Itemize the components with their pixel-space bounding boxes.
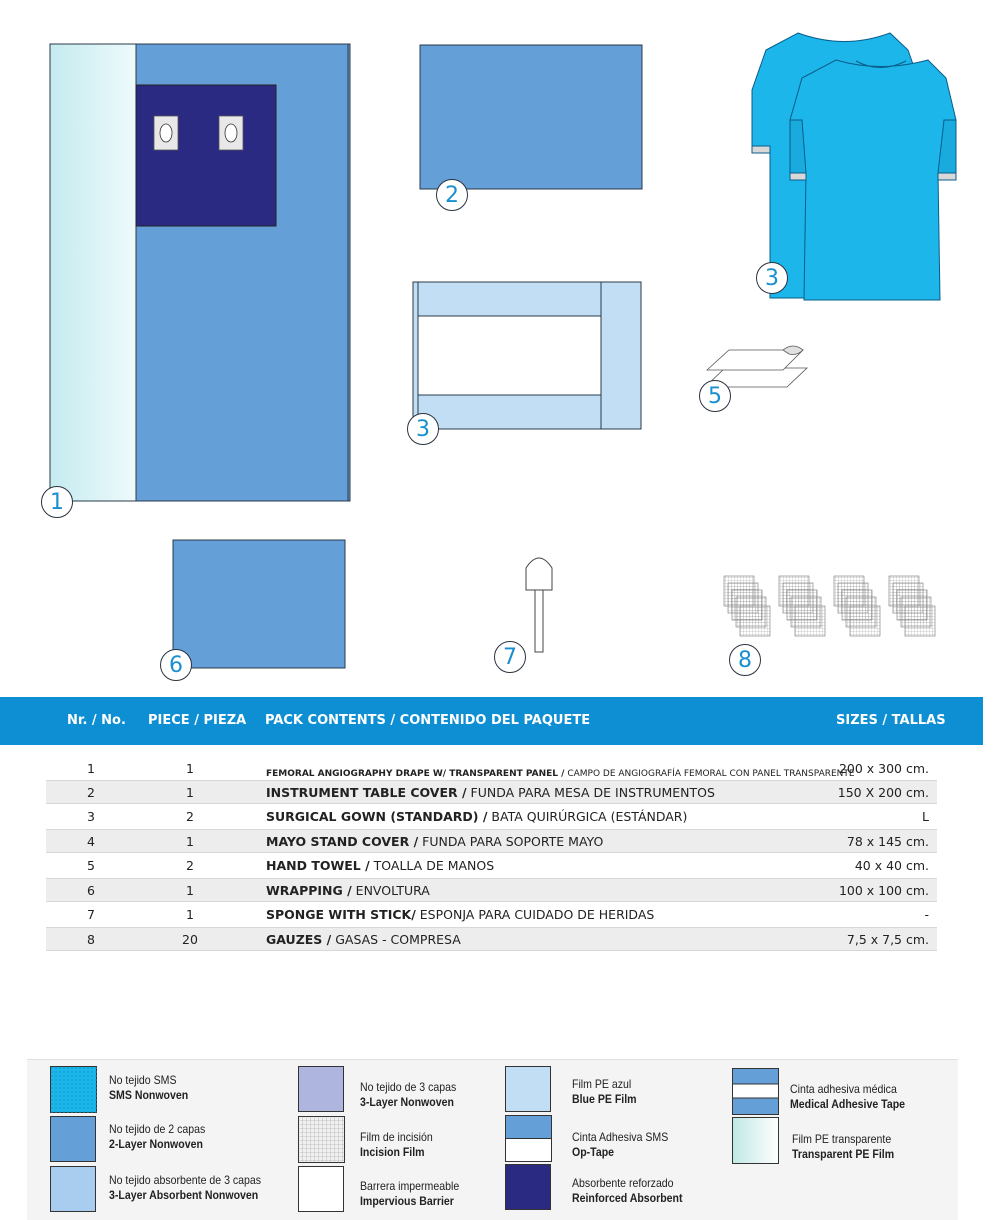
legend-label-es: No tejido SMS <box>109 1073 177 1087</box>
row-size: 40 x 40 cm. <box>854 858 929 873</box>
row-desc-en: SPONGE WITH STICK/ <box>266 907 416 922</box>
row-desc <box>266 932 461 947</box>
row-desc <box>266 907 654 922</box>
legend-label <box>360 1130 433 1160</box>
table-row <box>46 927 937 951</box>
row-desc-es: ESPONJA PARA CUIDADO DE HERIDAS <box>415 907 655 922</box>
row-no: 8 <box>87 932 95 947</box>
item-badge-5: 5 <box>699 380 731 412</box>
table-row <box>46 757 937 779</box>
legend-label <box>109 1122 205 1152</box>
row-desc-en: GAUZES / <box>266 932 332 947</box>
legend-label-en: 3-Layer Absorbent Nonwoven <box>109 1188 259 1202</box>
legend-swatch-absorbent <box>50 1166 96 1212</box>
header-contents: PACK CONTENTS / CONTENIDO DEL PAQUETE <box>265 713 591 728</box>
row-size: 200 x 300 cm. <box>838 761 929 776</box>
legend-label-es: Film PE azul <box>572 1077 632 1091</box>
row-desc <box>266 809 687 824</box>
legend-label <box>360 1179 459 1209</box>
legend-label-en: Op-Tape <box>572 1145 615 1159</box>
legend-label-en: 3-Layer Nonwoven <box>360 1095 454 1109</box>
row-piece: 1 <box>186 883 194 898</box>
row-size: 7,5 x 7,5 cm. <box>846 932 929 947</box>
legend-label-es: Cinta Adhesiva SMS <box>572 1130 669 1144</box>
row-desc <box>266 883 430 898</box>
item-badge-2: 2 <box>436 179 468 211</box>
row-desc-en: HAND TOWEL / <box>266 858 370 873</box>
table-row <box>46 878 937 902</box>
legend-label-es: Absorbente reforzado <box>572 1176 674 1190</box>
legend-swatch-2layer <box>50 1116 96 1162</box>
row-no: 3 <box>87 809 95 824</box>
legend-label <box>790 1082 905 1112</box>
row-piece: 20 <box>182 932 198 947</box>
header-sizes: SIZES / TALLAS <box>836 713 946 728</box>
row-size: 150 X 200 cm. <box>837 785 929 800</box>
legend-label-es: Barrera impermeable <box>360 1179 460 1193</box>
legend-label-en: SMS Nonwoven <box>109 1088 189 1102</box>
legend-label <box>109 1073 188 1103</box>
row-no: 5 <box>87 858 95 873</box>
legend-label-en: Blue PE Film <box>572 1092 637 1106</box>
legend-label <box>572 1176 683 1206</box>
legend-label-en: Impervious Barrier <box>360 1194 454 1208</box>
legend-label-es: Film de incisión <box>360 1130 433 1144</box>
row-size: - <box>924 907 929 922</box>
row-size: 78 x 145 cm. <box>846 834 929 849</box>
legend-swatch-transparent-pe <box>732 1117 780 1165</box>
row-piece: 1 <box>186 907 194 922</box>
row-no: 1 <box>87 761 95 776</box>
row-desc-es: ENVOLTURA <box>351 883 430 898</box>
row-piece: 2 <box>186 858 194 873</box>
row-no: 6 <box>87 883 95 898</box>
legend-swatch-impervious <box>298 1166 344 1212</box>
row-desc-en: WRAPPING / <box>266 883 352 898</box>
item-badge-3a: 3 <box>756 262 788 294</box>
table-row <box>46 780 937 804</box>
legend-label-es: Film PE transparente <box>792 1132 892 1146</box>
row-size: 100 x 100 cm. <box>838 883 929 898</box>
legend-label-en: 2-Layer Nonwoven <box>109 1137 203 1151</box>
legend-swatch-op-tape <box>505 1115 553 1163</box>
item-badge-1: 1 <box>41 486 73 518</box>
row-desc-en: MAYO STAND COVER / <box>266 834 419 849</box>
row-desc <box>266 834 603 849</box>
legend-label-es: No tejido de 2 capas <box>109 1122 206 1136</box>
table-header <box>0 697 983 745</box>
row-no: 2 <box>87 785 95 800</box>
legend-label-en: Transparent PE Film <box>792 1147 895 1161</box>
row-no: 4 <box>87 834 95 849</box>
legend-label-es: No tejido de 3 capas <box>360 1080 457 1094</box>
row-piece: 2 <box>186 809 194 824</box>
legend-swatch-3layer <box>298 1066 344 1112</box>
item-badge-7: 7 <box>494 641 526 673</box>
row-desc-en: FEMORAL ANGIOGRAPHY DRAPE W/ TRANSPARENT PANEL / <box>266 769 565 779</box>
row-desc-en: INSTRUMENT TABLE COVER / <box>266 785 467 800</box>
item-badge-3b: 3 <box>407 413 439 445</box>
legend-label-es: No tejido absorbente de 3 capas <box>109 1173 262 1187</box>
legend-label-en: Incision Film <box>360 1145 425 1159</box>
legend-swatch-incision <box>298 1116 346 1164</box>
header-piece: PIECE / PIEZA <box>148 713 247 728</box>
row-piece: 1 <box>186 785 194 800</box>
row-desc-es: CAMPO DE ANGIOGRAFÍA FEMORAL CON PANEL TRANSPARENTE <box>564 769 855 779</box>
legend-label-en: Reinforced Absorbent <box>572 1191 683 1205</box>
table-row <box>46 829 937 853</box>
row-desc <box>266 785 715 800</box>
row-no: 7 <box>87 907 95 922</box>
material-legend <box>27 1059 958 1220</box>
legend-label <box>360 1080 456 1110</box>
table-row <box>46 903 937 925</box>
table-row <box>46 805 937 827</box>
legend-label <box>572 1130 668 1160</box>
row-desc-es: TOALLA DE MANOS <box>369 858 495 873</box>
legend-label <box>109 1173 261 1203</box>
legend-swatch-sms <box>50 1066 98 1114</box>
row-size: L <box>922 809 929 824</box>
legend-label <box>792 1132 894 1162</box>
row-piece: 1 <box>186 761 194 776</box>
legend-swatch-blue-pe <box>505 1066 551 1112</box>
item-badge-8: 8 <box>729 644 761 676</box>
legend-label <box>572 1077 637 1107</box>
item-badge-6: 6 <box>160 649 192 681</box>
row-desc-en: SURGICAL GOWN (STANDARD) / <box>266 809 488 824</box>
row-desc-es: GASAS - COMPRESA <box>331 932 461 947</box>
table-row <box>46 854 937 876</box>
row-desc <box>266 858 494 873</box>
legend-swatch-reinforced <box>505 1164 551 1210</box>
row-desc-es: FUNDA PARA MESA DE INSTRUMENTOS <box>466 785 715 800</box>
header-no: Nr. / No. <box>67 713 126 728</box>
legend-label-es: Cinta adhesiva médica <box>790 1082 897 1096</box>
row-piece: 1 <box>186 834 194 849</box>
row-desc <box>266 764 855 779</box>
row-desc-es: FUNDA PARA SOPORTE MAYO <box>418 834 604 849</box>
legend-label-en: Medical Adhesive Tape <box>790 1097 906 1111</box>
row-desc-es: BATA QUIRÚRGICA (ESTÁNDAR) <box>487 809 688 824</box>
legend-swatch-medical-tape <box>732 1068 780 1116</box>
